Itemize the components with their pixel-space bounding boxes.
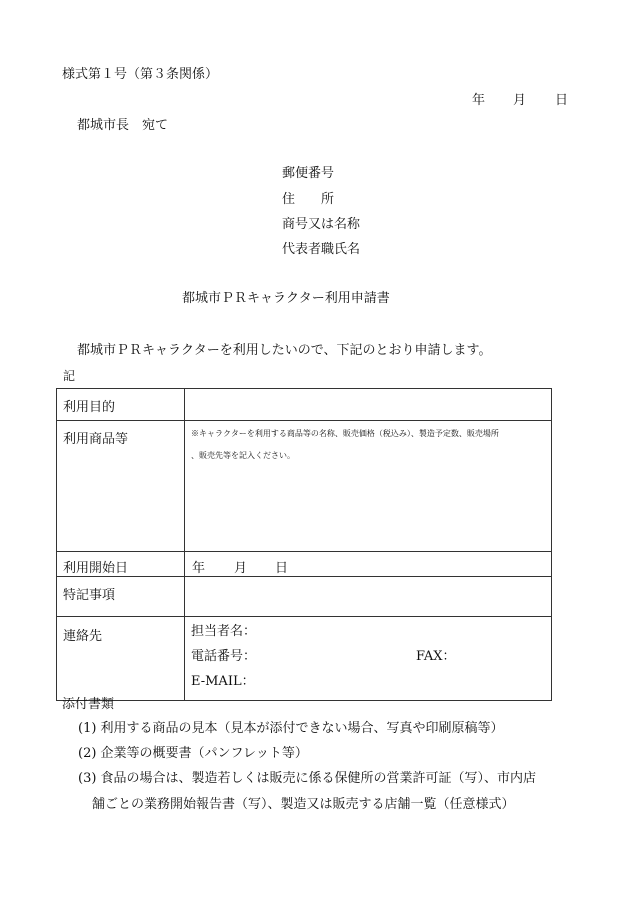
phone-line	[191, 650, 545, 675]
document-title: 都城市ＰＲキャラクター利用申請書	[182, 291, 390, 306]
purpose-label: 利用目的	[57, 389, 185, 421]
attachment-item-1: (1) 利用する商品の見本（見本が添付できない場合、写真や印刷原稿等）	[78, 721, 504, 736]
attachment-item-3-line2: 舗ごとの業務開始報告書（写）、製造又は販売する店舗一覧（任意様式）	[92, 797, 515, 812]
representative-label: 代表者職氏名	[282, 242, 361, 257]
products-row	[57, 421, 552, 552]
start-date-field[interactable]	[185, 552, 552, 577]
products-note-line2: 、販売先等を記入ください。	[191, 451, 295, 460]
form-number: 様式第１号（第３条関係）	[62, 67, 219, 82]
purpose-row	[57, 389, 552, 421]
phone-label[interactable]: 電話番号：	[191, 649, 257, 664]
contact-field	[185, 617, 552, 701]
start-date-row	[57, 552, 552, 577]
remarks-label: 特記事項	[57, 577, 185, 617]
date-year-label: 年	[472, 93, 486, 108]
fax-label[interactable]: FAX：	[416, 649, 456, 664]
business-name-label: 商号又は名称	[282, 217, 361, 232]
contact-row	[57, 617, 552, 701]
products-field[interactable]	[185, 421, 552, 552]
attachments-heading: 添付書類	[62, 697, 115, 712]
remarks-field[interactable]	[185, 577, 552, 617]
start-month-label: 月	[234, 561, 248, 576]
email-label[interactable]: E-MAIL：	[191, 674, 255, 689]
products-label: 利用商品等	[57, 421, 185, 552]
postal-code-label: 郵便番号	[282, 166, 335, 181]
address-label: 住 所	[282, 192, 335, 207]
application-table	[56, 388, 552, 701]
addressee: 都城市長 宛て	[77, 118, 169, 133]
start-year-label: 年	[192, 561, 206, 576]
attachment-item-2: (2) 企業等の概要書（パンフレット等）	[78, 746, 308, 761]
date-month-label: 月	[513, 93, 527, 108]
intro-text: 都城市ＰＲキャラクターを利用したいので、下記のとおり申請します。	[77, 343, 492, 358]
products-note-line1: ※キャラクターを利用する商品等の名称、販売価格（税込み）、製造予定数、販売場所	[191, 429, 499, 438]
attachment-item-3-line1: (3) 食品の場合は、製造若しくは販売に係る保健所の営業許可証（写）、市内店	[78, 771, 537, 786]
person-label[interactable]: 担当者名：	[191, 624, 257, 639]
start-date-label: 利用開始日	[57, 552, 185, 577]
contact-label: 連絡先	[57, 617, 185, 701]
purpose-field[interactable]	[185, 389, 552, 421]
start-day-label: 日	[275, 561, 289, 576]
remarks-row	[57, 577, 552, 617]
ki-label: 記	[63, 369, 76, 383]
date-day-label: 日	[555, 93, 569, 108]
